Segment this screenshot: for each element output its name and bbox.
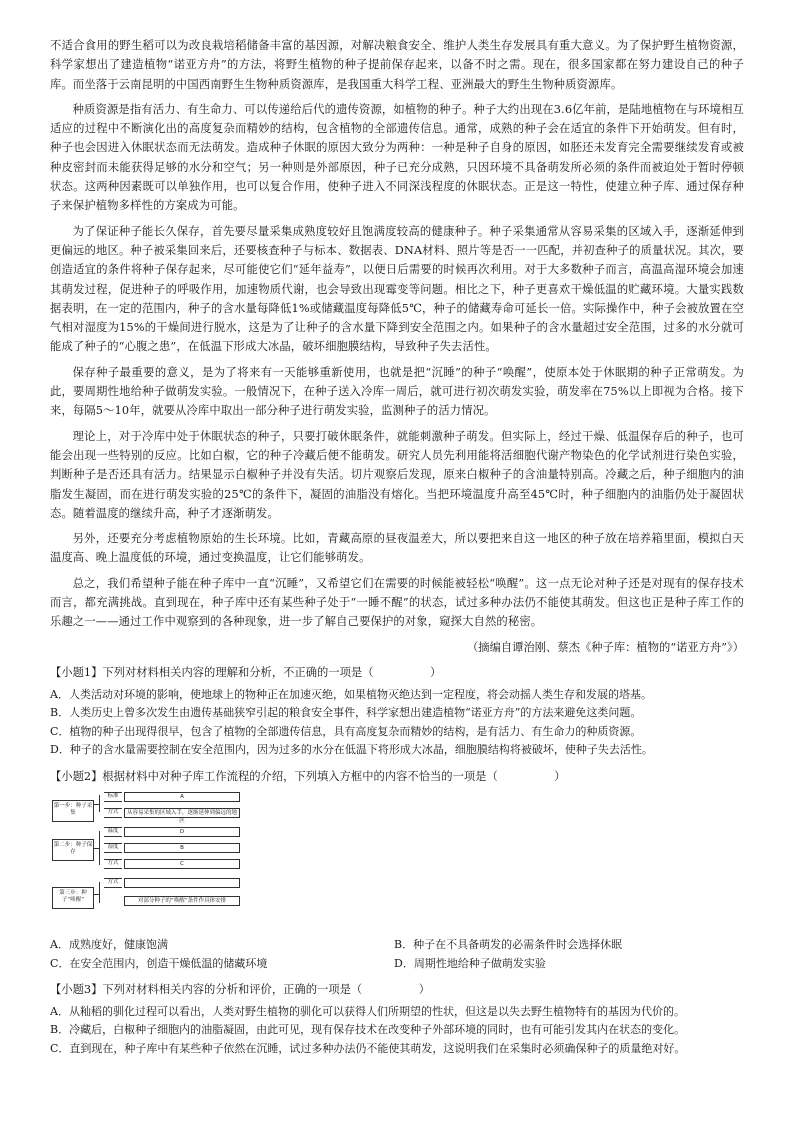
flow-box-awaken: 对部分种子的“唤醒”条件作具体安排 — [124, 896, 240, 906]
q2-option-c[interactable]: C．在安全范围内，创造干燥低温的储藏环境 — [50, 956, 268, 970]
flow-box-d: D — [124, 827, 240, 837]
flow-box-collect: 从容易采集的区域入手，逐渐延伸到偏远的地区 — [124, 808, 240, 818]
q1-option-c[interactable]: C．植物的种子出现得很早，包含了植物的全部遗传信息，具有高度复杂而精妙的结构，是有活力、有生命力的种质资源。 — [50, 724, 642, 738]
workflow-diagram — [52, 792, 252, 927]
flow-label-humidity: 湿度 — [104, 843, 122, 853]
q2-option-d[interactable]: D．周期性地给种子做萌发实验 — [394, 956, 546, 970]
flow-step-3: 第三步：种子“唤醒” — [52, 887, 94, 909]
flow-label-temperature: 温度 — [104, 827, 122, 837]
q2-options — [50, 935, 744, 973]
paragraph-3: 为了保证种子能长久保存，首先要尽量采集成熟度较好且饱满度较高的健康种子。种子采集通常从容易采集的区域入手，逐渐延伸到更偏远的地区。种子被采集回来后，还要核查种子与标本、数据表、DNA材料、照片等是否一一匹配，并初查种子的质量状况。其次，要创造适宜的条件将种子保存起来，尽可能使它们“延年益寿”，以便日后需要的时候再次利用。对于大多数种子而言，高温高湿环境会加速其萌发过程，促进种子的呼吸作用，加速物质代谢，也会导致出现霉变等问题。相比之下，种子更喜欢干燥低温的贮藏环境。大量实践数据表明，在一定的范围内，种子的含水量每降低1%或储藏温度每降低5℃，种子的储藏寿命可延长一倍。实际操作中，种子会被放置在空气相对湿度为15%的干燥间进行脱水，这是为了让种子的含水量下降到安全范围之内。如果种子的含水量超过安全范围，过多的水分就可能成了种子的“心腹之患”，在低温下形成大冰晶，破坏细胞膜结构，导致种子失去活性。 — [50, 224, 744, 354]
flow-label-standard: 标准 — [104, 792, 122, 802]
source-citation: （摘编自谭治刚、蔡杰《种子库：植物的“诺亚方舟”》） — [466, 640, 744, 654]
flow-label-method-3: 方式 — [104, 878, 122, 888]
flow-box-blank — [124, 878, 240, 888]
paragraph-4: 保存种子最重要的意义，是为了将来有一天能够重新使用，也就是把“沉睡”的种子“唤醒”，使原本处于休眠期的种子正常萌发。为此，要周期性地给种子做萌发实验。一般情况下，在种子送入冷库一周后，就可进行初次萌发实验，萌发率在75%以上即视为合格。接下来，每隔5～10年，就要从冷库中取出一部分种子进行萌发实验，监测种子的活力情况。 — [50, 365, 744, 418]
question-1-stem: 【小题1】下列对材料相关内容的理解和分析，不正确的一项是（ ） — [50, 665, 442, 679]
q3-option-c[interactable]: C．直到现在，种子库中有某些种子依然在沉睡，试过多种办法仍不能使其萌发，这说明我们在采集时必须确保种子的质量绝对好。 — [50, 1041, 686, 1055]
q1-option-d[interactable]: D．种子的含水量需要控制在安全范围内，因为过多的水分在低温下将形成大冰晶，细胞膜结构将被破坏，使种子失去活性。 — [50, 743, 653, 757]
paragraph-1: 不适合食用的野生稻可以为改良栽培稻储备丰富的基因源，对解决粮食安全、维护人类生存发展具有重大意义。为了保护野生植物资源，科学家想出了建造植物“诺亚方舟”的方法，将野生植物的种子提前保存起来，以备不时之需。现在，很多国家都在努力建设自己的种子库。而坐落于云南昆明的中国西南野生生物种质资源库，是我国重大科学工程、亚洲最大的野生生物种质资源库。 — [50, 39, 744, 91]
q2-option-a[interactable]: A．成熟度好，健康饱满 — [50, 937, 168, 951]
paragraph-7: 总之，我们希望种子能在种子库中一直“沉睡”，又希望它们在需要的时候能被轻松“唤醒”。这一点无论对种子还是对现有的保存技术而言，都充满挑战。直到现在，种子库中还有某些种子处于“一睡不醒”的状态，试过多种办法仍不能使其萌发。但这也正是种子库工作的乐趣之一——通过工作中观察到的各种现象，进一步了解自己要保护的对象，窥探大自然的秘密。 — [50, 576, 744, 629]
flow-box-c: C — [124, 859, 240, 869]
paragraph-5: 理论上，对于冷库中处于休眠状态的种子，只要打破休眠条件，就能刺激种子萌发。但实际上，经过干燥、低温保存后的种子，也可能会出现一些特别的反应。比如白椒，它的种子冷藏后便不能萌发。研究人员先利用能将活细胞代谢产物染色的化学试剂进行染色实验，判断种子是否还具有活力。结果显示白椒种子并没有失活。切片观察后发现，原来白椒种子的含油量特别高。冷藏之后，种子细胞内的油脂发生凝固，而在进行萌发实验的25℃的条件下，凝固的油脂没有熔化。当把环境温度升高至45℃时，种子细胞内的油脂仍处于凝固状态。随着温度的继续升高，种子才逐渐萌发。 — [50, 429, 744, 520]
paragraph-2: 种质资源是指有活力、有生命力、可以传递给后代的遗传资源，如植物的种子。种子大约出现在3.6亿年前，是陆地植物在与环境相互适应的过程中不断演化出的高度复杂而精妙的结构，包含植物的全部遗传信息。通常，成熟的种子会在适宜的条件下开始萌发。但有时，种子也会因进入休眠状态而无法萌发。造成种子休眠的原因大致分为两种：一种是种子自身的原因，如胚还未发育完全需要继续发育或被种皮密封而未能获得足够的水分和空气；另一种则是外部原因，种子已充分成熟，只因环境不具备萌发所必须的条件而被迫处于暂时停顿状态。这两种因素既可以单独作用，也可以复合作用，使种子进入不同深浅程度的休眠状态。正是这一特性，使建立种子库、通过保存种子来保护植物多样性的方案成为可能。 — [50, 102, 744, 213]
question-2-stem: 【小题2】根据材料中对种子库工作流程的介绍，下列填入方框中的内容不恰当的一项是（ ） — [50, 769, 566, 783]
flow-label-method-2: 方式 — [104, 859, 122, 869]
flow-step-2: 第二步：种子保存 — [52, 839, 94, 861]
q1-option-b[interactable]: B．人类历史上曾多次发生由遗传基础狭窄引起的粮食安全事件，科学家想出建造植物“诺亚方舟”的方法来避免这类问题。 — [50, 706, 642, 720]
q2-option-b[interactable]: B．种子在不具备萌发的必需条件时会选择休眠 — [394, 937, 623, 951]
q1-option-a[interactable]: A．人类活动对环境的影响，使地球上的物种正在加速灭绝，如果植物灭绝达到一定程度，将会动摇人类生存和发展的塔基。 — [50, 687, 652, 701]
document-page — [50, 36, 744, 1058]
flow-box-a: A — [124, 792, 240, 802]
flow-step-1: 第一步：种子采集 — [52, 800, 94, 822]
question-3-stem: 【小题3】下列对材料相关内容的分析和评价，正确的一项是（ ） — [50, 982, 430, 996]
flow-box-b: B — [124, 843, 240, 853]
q3-option-b[interactable]: B．冷藏后，白椒种子细胞内的油脂凝固，由此可见，现有保存技术在改变种子外部环境的同时，也有可能引发其内在状态的变化。 — [50, 1023, 686, 1037]
q3-option-a[interactable]: A．从籼稻的驯化过程可以看出，人类对野生植物的驯化可以获得人们所期望的性状，但这是以失去野生植物特有的基因为代价的。 — [50, 1004, 685, 1018]
flow-label-method-1: 方式 — [104, 808, 122, 818]
paragraph-6: 另外，还要充分考虑植物原始的生长环境。比如，青藏高原的昼夜温差大，所以要把来自这一地区的种子放在培养箱里面，模拟白天温度高、晚上温度低的环境，通过变换温度，让它们能够萌发。 — [50, 532, 744, 565]
